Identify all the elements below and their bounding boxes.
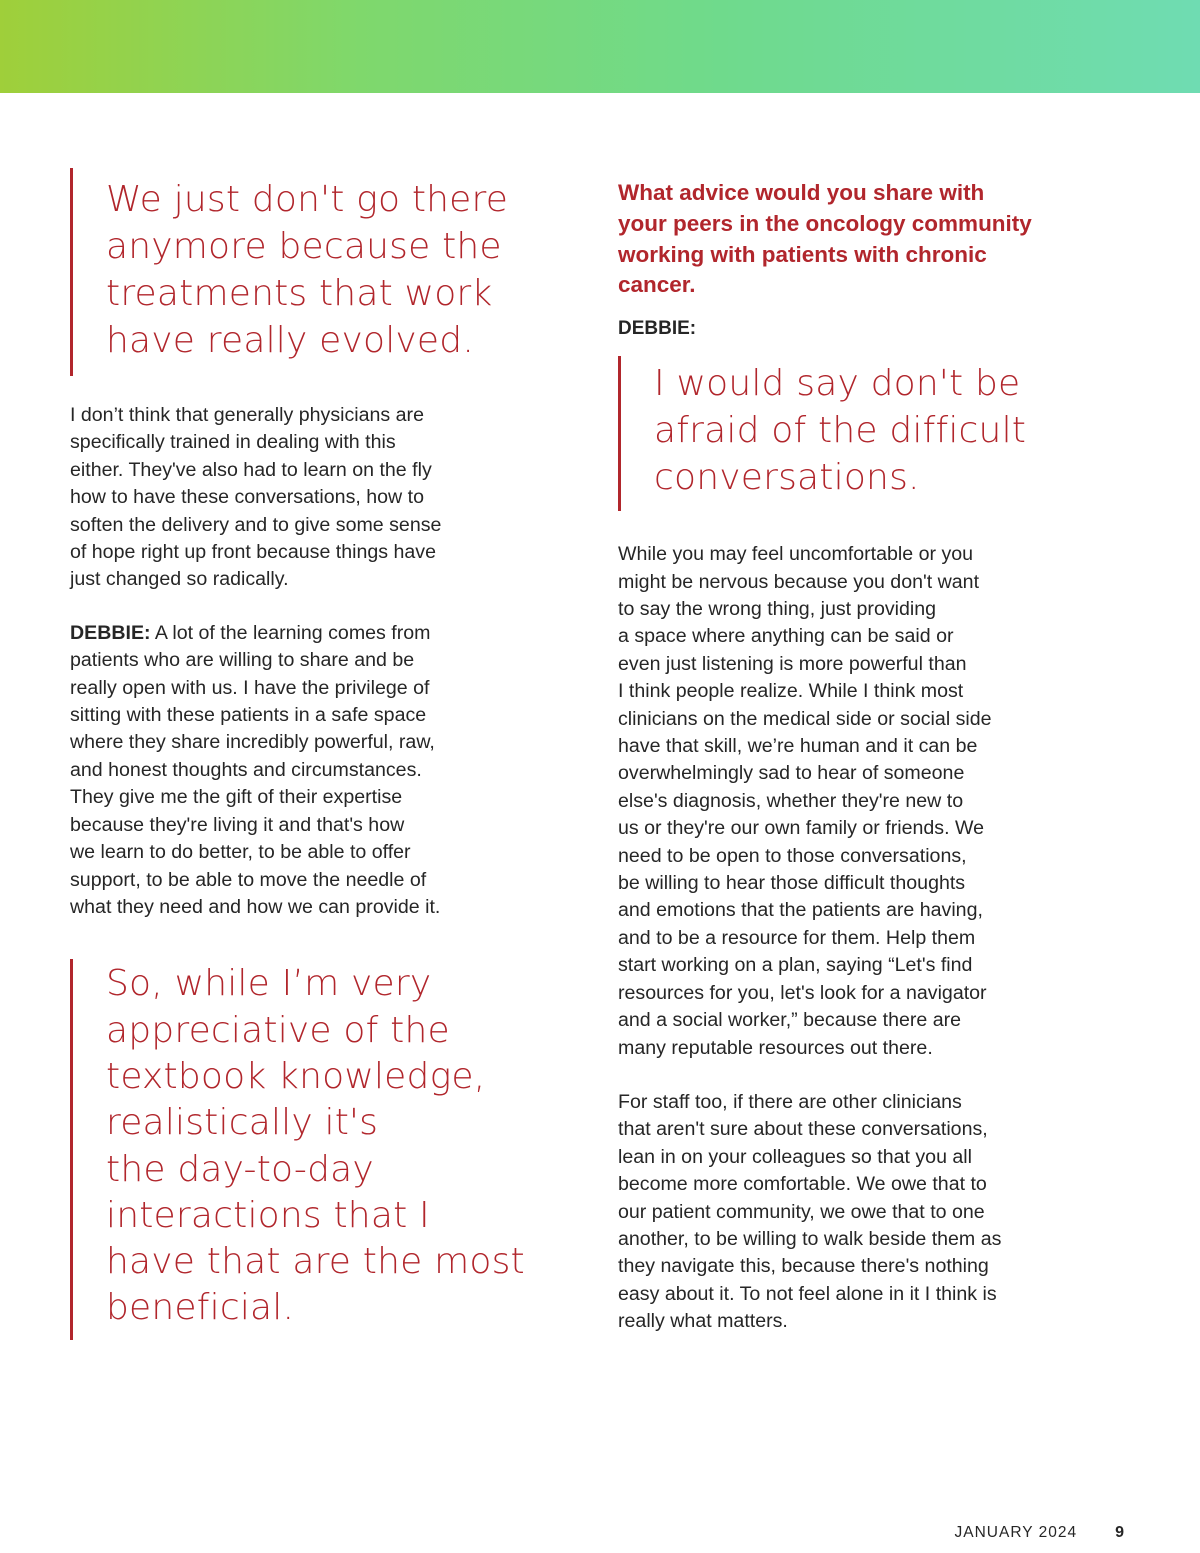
pull-quote: I would say don't be afraid of the difficult conversations. bbox=[618, 356, 1128, 511]
body-paragraph: I don’t think that generally physicians are specifically trained in dealing with this either. They've also had to learn on the fly how to have these conversations, how to soften the delivery and to give some sense of hope right up front because things have just changed so radically. bbox=[70, 404, 442, 591]
body-paragraph: For staff too, if there are other clinicians that aren't sure about these conversations, lean in on your colleagues so that you all become more comfortable. We owe that to our patient community, we owe that to one another, to be willing to walk beside them as they navigate this, because there's nothing easy about it. To not feel alone in it I think is really what matters. bbox=[618, 1090, 1002, 1333]
speaker-label: DEBBIE: bbox=[618, 318, 697, 340]
page-number: 9 bbox=[1115, 1524, 1124, 1541]
header-gradient-band bbox=[0, 0, 1200, 93]
speaker-label: DEBBIE: bbox=[70, 621, 151, 644]
right-column bbox=[618, 178, 1128, 1336]
answer-text: A lot of the learning comes from patients who are willing to share and be really open with us. I have the privilege of sitting with these patients in a safe space where they share incredibly powerful, raw, and honest thoughts and circumstances. They give me the gift of their expertise because they're living it and that's how we learn to do better, to be able to offer support, to be able to move the needle of what they need and how we can provide it. bbox=[70, 621, 441, 918]
pull-quote: So, while I’m very appreciative of the textbook knowledge, realistically it's the day-to-day interactions that I have that are the most beneficial. bbox=[70, 959, 550, 1339]
body-paragraph: While you may feel uncomfortable or you might be nervous because you don't want to say the wrong thing, just providing a space where anything can be said or even just listening is more powerful than I think people realize. While I think most clinicians on the medical side or social side have that skill, we’re human and it can be overwhelmingly sad to hear of someone else's diagnosis, whether they're new to us or they're our own family or friends. We need to be open to those conversations, be willing to hear those difficult thoughts and emotions that the patients are having, and to be a resource for them. Help them start working on a plan, saying “Let's find resources for you, let's look for a navigator and a social worker,” because there are many reputable resources out there. bbox=[618, 543, 992, 1059]
interview-question: What advice would you share with your peers in the oncology community working with patients with chronic cancer. bbox=[618, 180, 1032, 298]
pull-quote: We just don't go there anymore because the treatments that work have really evolved. bbox=[70, 168, 550, 376]
left-column bbox=[70, 168, 550, 1340]
page-footer bbox=[955, 1524, 1124, 1542]
body-paragraph-debbie bbox=[70, 620, 550, 921]
issue-date: JANUARY 2024 bbox=[954, 1524, 1078, 1541]
